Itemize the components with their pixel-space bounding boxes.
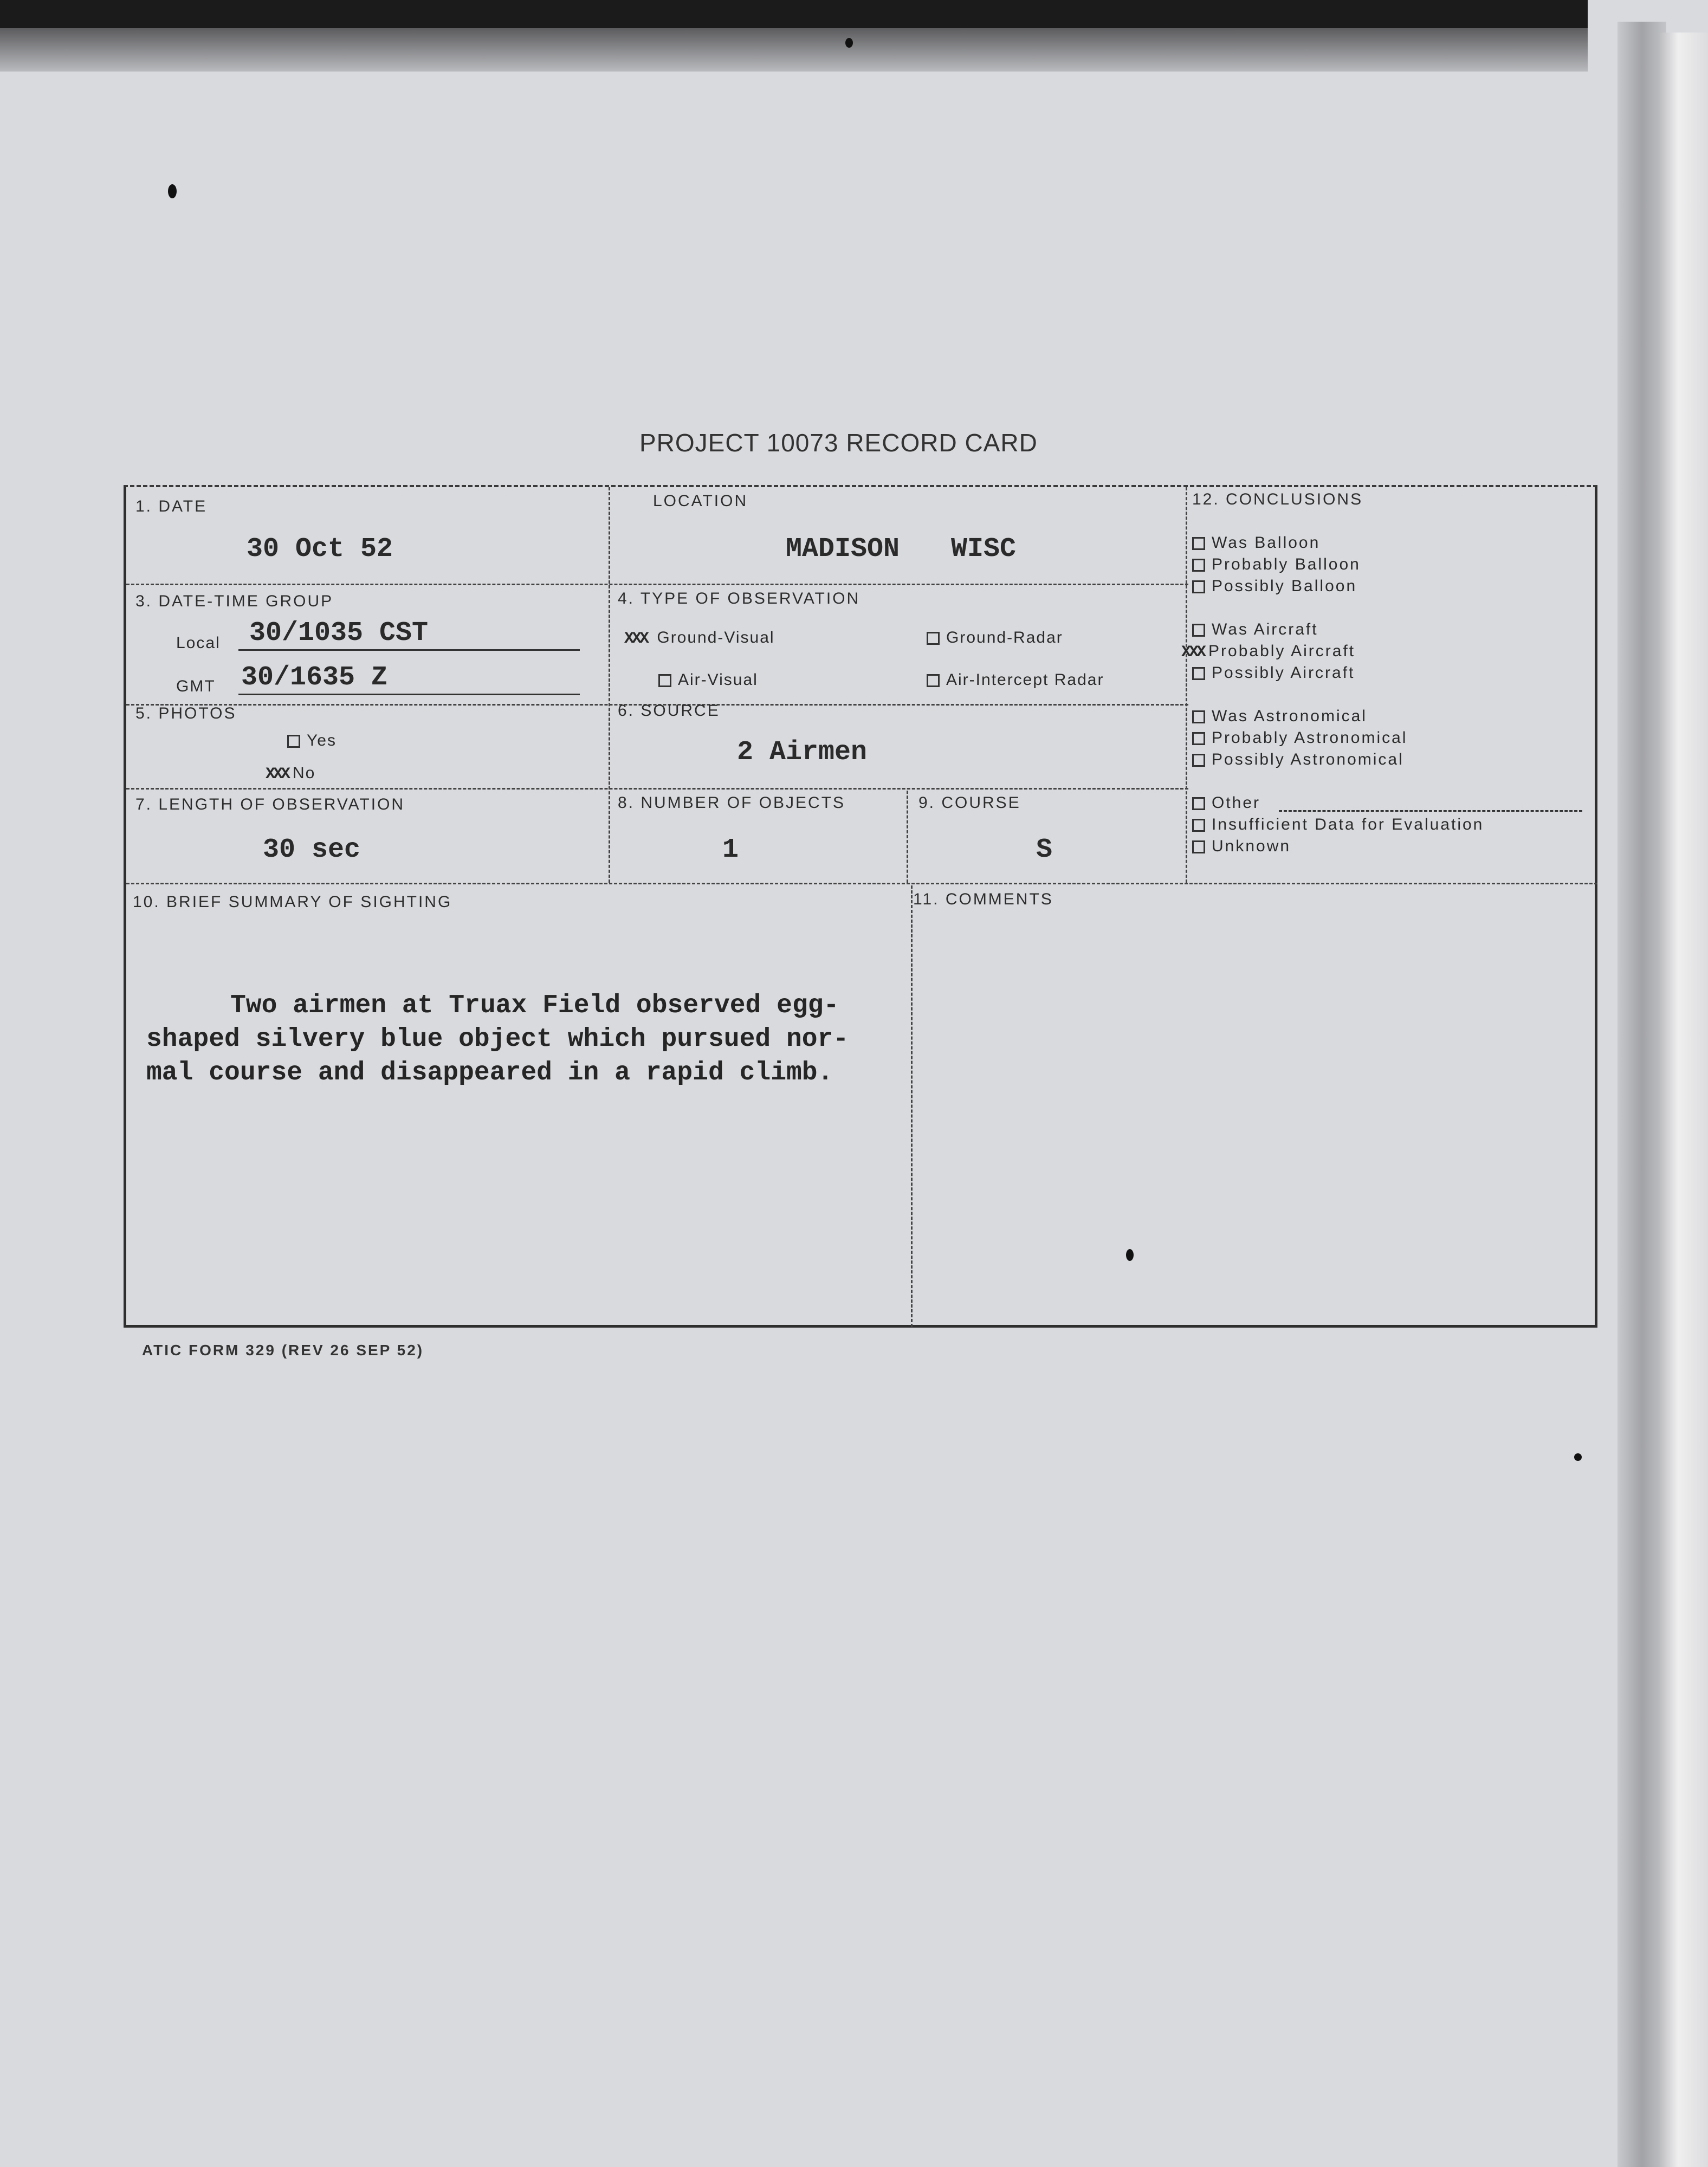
conclusion-possibly-astronomical: [1192, 751, 1404, 769]
length-of-observation-label: 7. LENGTH OF OBSERVATION: [135, 795, 405, 813]
photos-no-text: No: [293, 764, 316, 782]
divider: [126, 584, 1188, 585]
conclusion-text: Possibly Astronomical: [1212, 751, 1404, 768]
local-label: Local: [176, 634, 221, 652]
checkbox: [1192, 732, 1205, 745]
source-label: 6. SOURCE: [618, 702, 720, 720]
ground-visual-checkmark: XXX: [624, 630, 648, 648]
air-visual-checkbox: [658, 674, 671, 687]
location-label: LOCATION: [653, 492, 748, 510]
comments-label: 11. COMMENTS: [913, 890, 1053, 908]
checkbox: [1192, 667, 1205, 680]
conclusion-other: [1192, 794, 1260, 812]
scan-top-edge: [0, 0, 1588, 28]
ground-visual-option: [624, 629, 775, 648]
brief-summary-label: 10. BRIEF SUMMARY OF SIGHTING: [133, 893, 452, 911]
summary-line: shaped silvery blue object which pursued nor-: [146, 1025, 849, 1054]
conclusion-text: Probably Balloon: [1212, 555, 1361, 573]
checkbox: [1192, 559, 1205, 572]
photos-no-checkmark: XXX: [266, 765, 289, 784]
ground-radar-option: [927, 629, 1063, 647]
gmt-label: GMT: [176, 677, 216, 695]
number-of-objects-value: 1: [722, 835, 739, 865]
other-underline: [1279, 810, 1582, 812]
ground-visual-text: Ground-Visual: [657, 629, 775, 646]
conclusion-possibly-balloon: [1192, 577, 1357, 596]
air-intercept-radar-option: [927, 671, 1104, 689]
local-underline: [238, 649, 580, 651]
conclusion-probably-balloon: [1192, 555, 1361, 574]
checkbox: [1192, 819, 1205, 832]
divider: [126, 883, 1597, 884]
location-state: WISC: [951, 534, 1017, 565]
location-city: MADISON: [786, 534, 900, 565]
checkbox: [1192, 840, 1205, 853]
summary-line: Two airmen at Truax Field observed egg-: [230, 991, 839, 1020]
checkbox: [1192, 580, 1205, 593]
conclusion-text: Insufficient Data for Evaluation: [1212, 816, 1484, 833]
conclusion-text: Possibly Balloon: [1212, 577, 1357, 595]
photos-yes-text: Yes: [307, 732, 337, 749]
course-value: S: [1036, 835, 1053, 865]
air-visual-option: [658, 671, 758, 689]
photos-no-option: [266, 764, 315, 784]
card-title: PROJECT 10073 RECORD CARD: [639, 429, 1038, 457]
gmt-underline: [238, 694, 580, 695]
number-of-objects-label: 8. NUMBER OF OBJECTS: [618, 794, 846, 812]
length-of-observation-value: 30 sec: [263, 835, 361, 865]
conclusion-insufficient-data: [1192, 816, 1484, 834]
divider: [126, 788, 1188, 790]
conclusion-text: Probably Astronomical: [1212, 729, 1408, 747]
course-label: 9. COURSE: [918, 794, 1021, 812]
divider: [911, 885, 913, 1327]
checkbox: [1192, 537, 1205, 550]
local-value: 30/1035 CST: [249, 618, 429, 649]
checkbox: [1192, 710, 1205, 723]
source-value: 2 Airmen: [737, 737, 868, 768]
conclusion-possibly-aircraft: [1192, 664, 1355, 682]
form-footer: ATIC FORM 329 (REV 26 SEP 52): [142, 1342, 424, 1359]
photos-yes-option: [287, 732, 337, 750]
divider: [907, 791, 908, 883]
conclusion-probably-aircraft: [1181, 642, 1355, 662]
date-label: 1. DATE: [135, 497, 208, 515]
air-intercept-radar-text: Air-Intercept Radar: [946, 671, 1104, 689]
conclusion-text: Probably Aircraft: [1208, 642, 1356, 660]
ground-radar-text: Ground-Radar: [946, 629, 1063, 646]
conclusion-text: Possibly Aircraft: [1212, 664, 1355, 682]
date-time-group-label: 3. DATE-TIME GROUP: [135, 592, 334, 610]
scan-speck: [845, 38, 853, 48]
conclusion-text: Was Astronomical: [1212, 707, 1367, 725]
conclusion-probably-astronomical: [1192, 729, 1407, 747]
conclusions-label: 12. CONCLUSIONS: [1192, 490, 1363, 508]
conclusion-text: Other: [1212, 794, 1261, 812]
photos-yes-checkbox: [287, 735, 300, 748]
air-visual-text: Air-Visual: [678, 671, 758, 689]
scan-speck: [1574, 1453, 1582, 1461]
conclusion-was-balloon: [1192, 534, 1320, 552]
divider: [609, 487, 610, 883]
conclusion-was-astronomical: [1192, 707, 1367, 726]
summary-line: mal course and disappeared in a rapid climb.: [146, 1058, 833, 1088]
checkbox: [1192, 754, 1205, 767]
divider: [1186, 487, 1187, 883]
air-intercept-radar-checkbox: [927, 674, 940, 687]
conclusion-was-aircraft: [1192, 620, 1318, 639]
type-of-observation-label: 4. TYPE OF OBSERVATION: [618, 590, 861, 607]
scan-right-edge: [1658, 33, 1708, 2167]
conclusion-checkmark: XXX: [1181, 643, 1205, 662]
conclusion-text: Was Aircraft: [1212, 620, 1318, 638]
conclusion-text: Was Balloon: [1212, 534, 1321, 552]
conclusion-unknown: [1192, 837, 1291, 856]
date-value: 30 Oct 52: [247, 534, 393, 565]
checkbox: [1192, 797, 1205, 810]
photos-label: 5. PHOTOS: [135, 704, 237, 722]
conclusion-text: Unknown: [1212, 837, 1291, 855]
ground-radar-checkbox: [927, 632, 940, 645]
brief-summary-text: [146, 989, 905, 1090]
scan-top-shadow: [0, 28, 1588, 72]
scan-speck: [168, 184, 177, 198]
checkbox: [1192, 624, 1205, 637]
gmt-value: 30/1635 Z: [241, 662, 388, 693]
